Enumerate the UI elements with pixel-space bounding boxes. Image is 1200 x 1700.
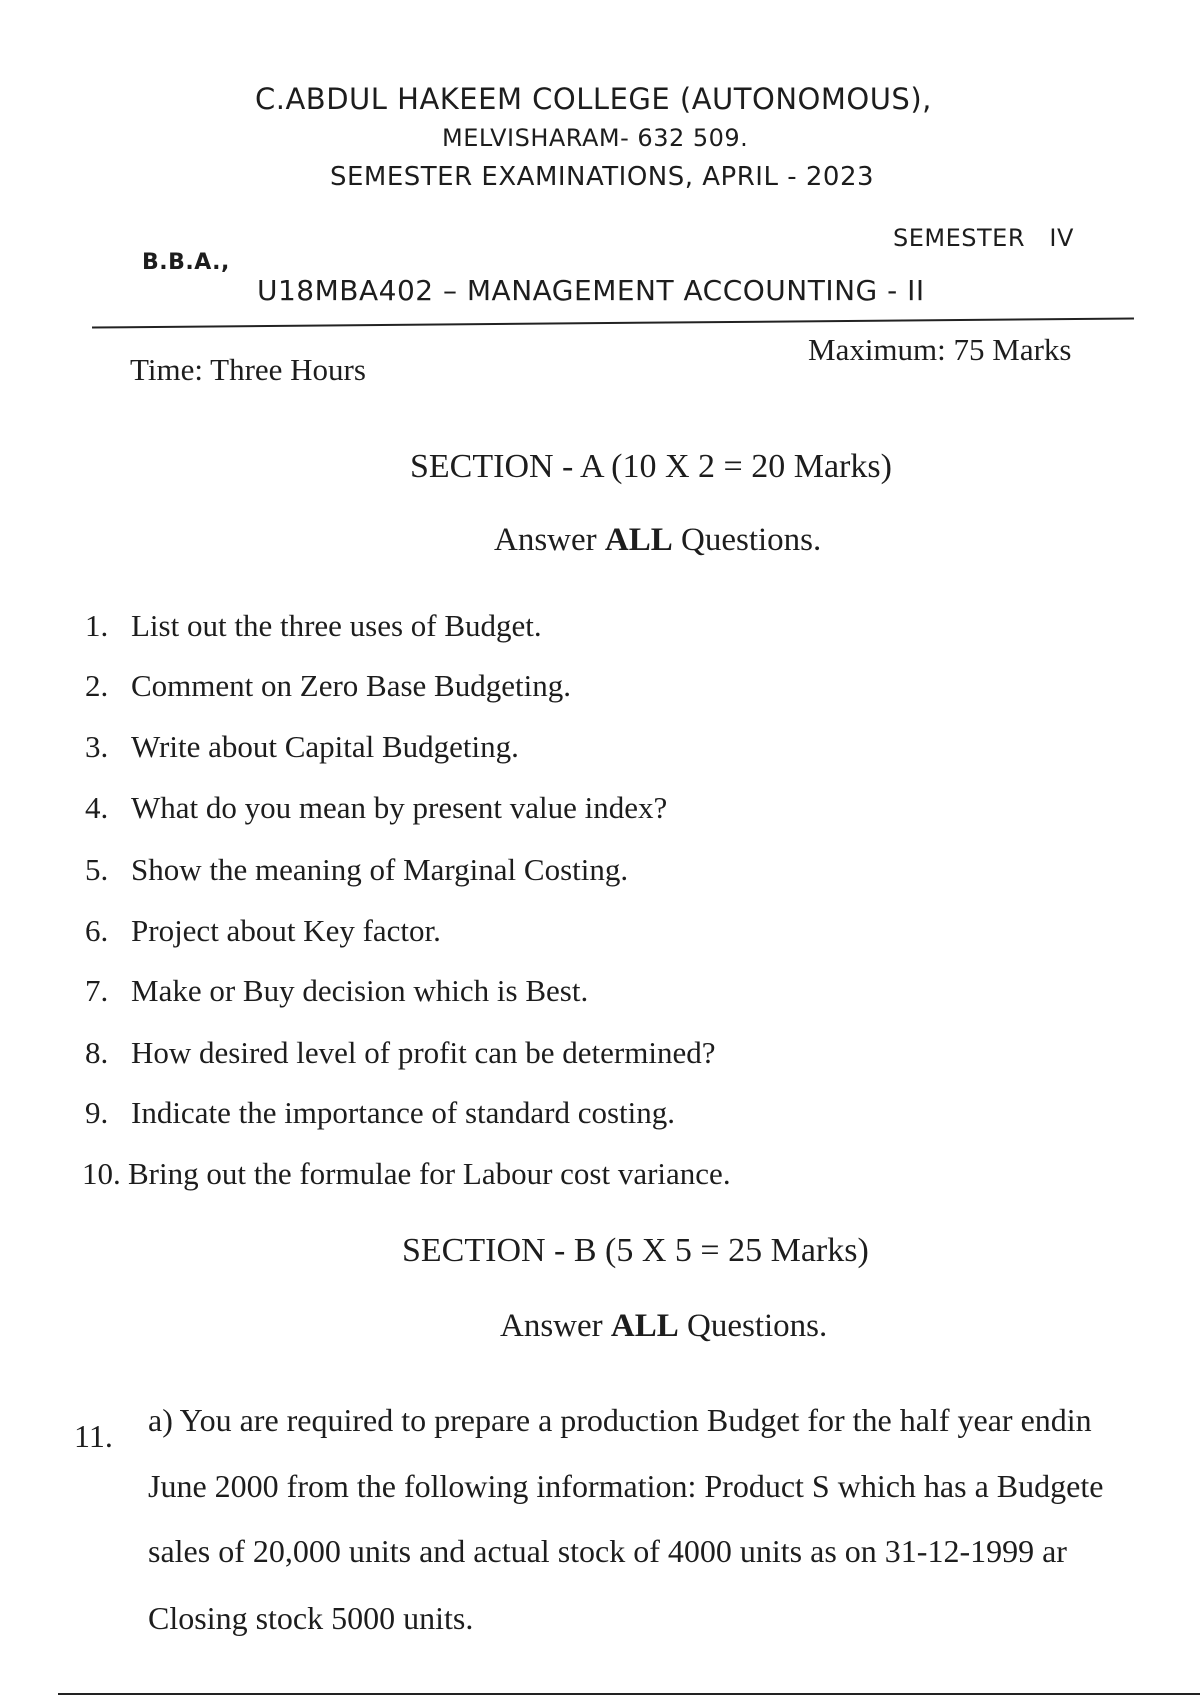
question-number: 1. <box>85 608 109 643</box>
question-9 <box>85 1095 675 1131</box>
question-3 <box>85 729 519 765</box>
question-5 <box>85 852 628 888</box>
question-text: List out the three uses of Budget. <box>131 608 542 643</box>
question-number: 9. <box>85 1095 109 1130</box>
college-address: MELVISHARAM- 632 509. <box>442 124 749 152</box>
header-divider <box>92 317 1134 328</box>
question-text: Write about Capital Budgeting. <box>131 729 519 764</box>
question-11-number: 11. <box>74 1418 113 1454</box>
question-text: Indicate the importance of standard costing. <box>131 1095 676 1130</box>
instruction-all: ALL <box>610 1308 679 1344</box>
question-7 <box>85 973 588 1009</box>
question-8 <box>85 1035 715 1071</box>
question-text: Make or Buy decision which is Best. <box>131 973 589 1008</box>
section-b-title: SECTION - B (5 X 5 = 25 Marks) <box>402 1232 869 1269</box>
question-number: 2. <box>85 668 109 703</box>
question-text: Project about Key factor. <box>131 913 441 948</box>
instruction-questions: Questions. <box>681 522 822 558</box>
question-4 <box>85 790 667 826</box>
page-bottom-rule <box>58 1693 1200 1695</box>
college-name: C.ABDUL HAKEEM COLLEGE (AUTONOMOUS), <box>255 82 932 116</box>
question-text: Show the meaning of Marginal Costing. <box>131 852 629 887</box>
question-number: 8. <box>85 1035 109 1070</box>
instruction-questions: Questions. <box>687 1308 828 1344</box>
question-number: 10. <box>82 1156 121 1191</box>
question-text: Comment on Zero Base Budgeting. <box>131 668 571 703</box>
semester-label: SEMESTER IV <box>893 224 1074 252</box>
instruction-answer: Answer <box>500 1308 603 1344</box>
maximum-marks: Maximum: 75 Marks <box>808 332 1072 367</box>
question-2 <box>85 668 571 704</box>
section-a-instruction <box>494 522 821 559</box>
question-1 <box>85 608 542 644</box>
question-text: Bring out the formulae for Labour cost variance. <box>128 1156 731 1191</box>
instruction-all: ALL <box>604 522 673 558</box>
question-11-line-2: June 2000 from the following information: Product S which has a Budgete <box>148 1468 1104 1504</box>
question-number: 5. <box>85 852 109 887</box>
subject-title: U18MBA402 – MANAGEMENT ACCOUNTING - II <box>257 274 925 307</box>
question-text: What do you mean by present value index? <box>131 790 668 825</box>
instruction-answer: Answer <box>494 522 597 558</box>
question-10 <box>82 1156 731 1192</box>
question-number: 7. <box>85 973 109 1008</box>
section-a-title: SECTION - A (10 X 2 = 20 Marks) <box>410 448 892 485</box>
question-number: 4. <box>85 790 109 825</box>
section-b-instruction <box>500 1308 827 1345</box>
exam-duration: Time: Three Hours <box>130 352 366 387</box>
question-11-line-4: Closing stock 5000 units. <box>148 1600 474 1636</box>
question-11-line-3: sales of 20,000 units and actual stock of 4000 units as on 31-12-1999 ar <box>148 1533 1067 1569</box>
question-6 <box>85 913 441 949</box>
question-number: 3. <box>85 729 109 764</box>
exam-title: SEMESTER EXAMINATIONS, APRIL - 2023 <box>330 162 875 192</box>
question-11-line-1: a) You are required to prepare a production Budget for the half year endin <box>148 1402 1092 1438</box>
program-name: B.B.A., <box>142 250 230 275</box>
question-text: How desired level of profit can be determined? <box>131 1035 716 1070</box>
question-number: 6. <box>85 913 109 948</box>
